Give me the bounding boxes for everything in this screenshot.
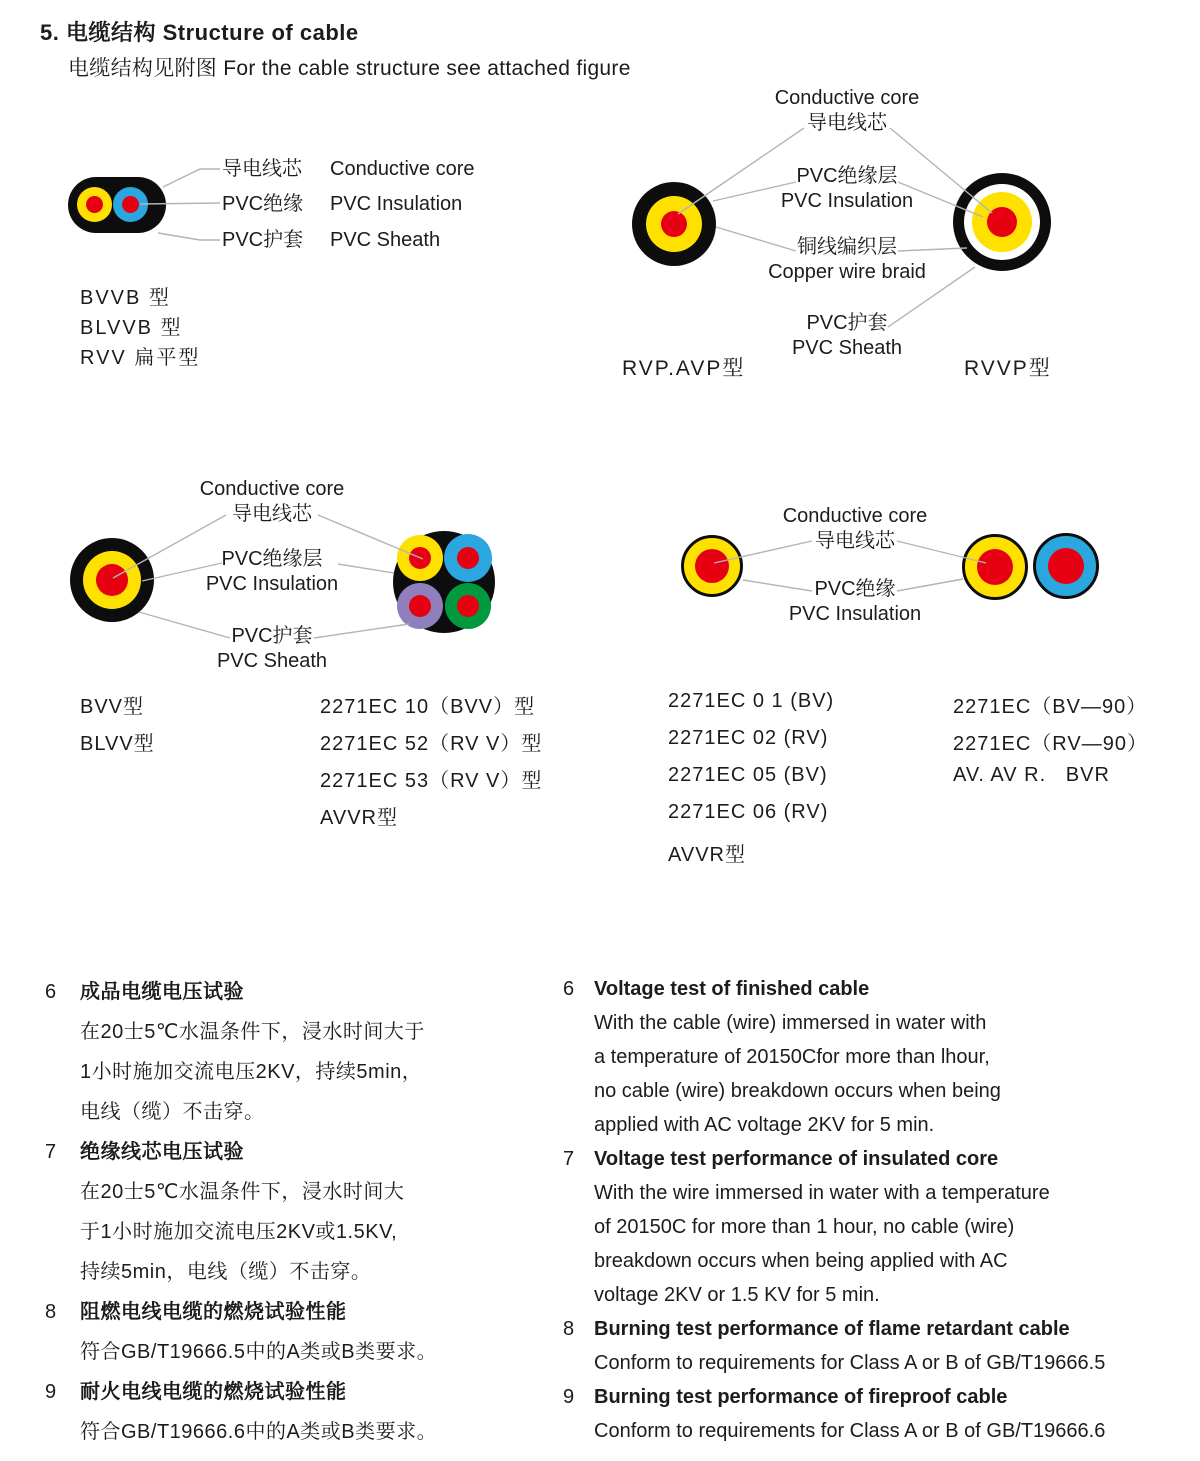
bvv-core-red [96, 564, 128, 596]
flat-cable-core-red [122, 196, 139, 213]
sheathed-label-core: Conductive core 导电线芯 [199, 478, 345, 525]
type-rvp-avp: RVP.AVP型 [622, 357, 746, 380]
multicore-core-red [409, 547, 431, 569]
type-rvv-flat: RVV 扁平型 [80, 347, 201, 369]
flat-cable-diagram [68, 177, 166, 233]
test-item: 9 耐火电线电缆的燃烧试验性能 符合GB/T19666.6中的A类或B类要求。 [45, 1381, 438, 1443]
flat-cable-core-red [86, 196, 103, 213]
test-item: 6 Voltage test of finished cable With the cable (wire) immersed in water with a temperature of 20150Cfor more than lhour, no cable (wire) breakdown occurs when being applied with AC voltage 2KV for 5 min. [563, 978, 1001, 1136]
flat-label-core: 导电线芯 Conductive core [222, 158, 475, 180]
type-bvvb: BVVB 型 [80, 287, 171, 309]
tests-english [563, 972, 1193, 1448]
type-2271ec-bv90: 2271EC（BV—90） [953, 696, 1148, 718]
test-item: 8 阻燃电线电缆的燃烧试验性能 符合GB/T19666.5中的A类或B类要求。 [45, 1301, 438, 1363]
type-bvv: BVV型 [80, 696, 145, 718]
test-item: 7 Voltage test performance of insulated core With the wire immersed in water with a temperature of 20150C for more than 1 hour, no cable (wire) breakdown occurs when being applied with AC voltage 2KV or 1.5 KV for 5 min. [563, 1148, 1050, 1306]
type-2271ec06: 2271EC 06 (RV) [668, 801, 829, 823]
type-2271ec-rv90: 2271EC（RV—90） [953, 733, 1148, 755]
braid-label-copper-braid: 铜线编织层 Copper wire braid [768, 236, 926, 283]
type-rvvp: RVVP型 [964, 357, 1052, 380]
braid-label-insulation: PVC绝缘层 PVC Insulation [780, 165, 914, 212]
multicore-core-red [457, 547, 479, 569]
type-2271ec53: 2271EC 53（RV V）型 [320, 770, 543, 792]
type-blvvb: BLVVB 型 [80, 317, 183, 339]
page-title: 5. 电缆结构 Structure of cable [40, 20, 359, 45]
rvvp-core-red [987, 207, 1017, 237]
type-avvr: AVVR型 [320, 807, 398, 829]
test-item: 6 成品电缆电压试验 在20士5℃水温条件下，浸水时间大于 1小时施加交流电压2KV，持续5min， 电线（缆）不击穿。 [45, 981, 425, 1123]
type-2271ec02: 2271EC 02 (RV) [668, 727, 829, 749]
test-item: 8 Burning test performance of flame retardant cable Conform to requirements for Class A or B of GB/T19666.5 [563, 1318, 1106, 1374]
bv-right-core-red [977, 549, 1013, 585]
tests-chinese [45, 972, 550, 1452]
sheathed-label-sheath: PVC护套 PVC Sheath [216, 625, 328, 672]
type-2271ec52: 2271EC 52（RV V）型 [320, 733, 543, 755]
rvp-core-red [661, 211, 687, 237]
sheathed-label-insulation: PVC绝缘层 PVC Insulation [205, 548, 339, 595]
rv-right-core-red [1048, 548, 1084, 584]
multicore-core-red [457, 595, 479, 617]
type-2271ec05: 2271EC 05 (BV) [668, 764, 828, 786]
bv-core-red [695, 549, 729, 583]
type-2271ec10: 2271EC 10（BVV）型 [320, 696, 536, 718]
type-avvr-2: AVVR型 [668, 844, 746, 866]
test-item: 7 绝缘线芯电压试验 在20士5℃水温条件下，浸水时间大 于1小时施加交流电压2KV或1.5KV, 持续5min，电线（缆）不击穿。 [45, 1141, 405, 1283]
page-subtitle: 电缆结构见附图 For the cable structure see attached figure [68, 57, 631, 80]
type-av-avr-bvr: AV. AV R. BVR [953, 764, 1110, 786]
flat-label-sheath: PVC护套 PVC Sheath [222, 229, 441, 251]
multicore-core-red [409, 595, 431, 617]
braid-label-core: Conductive core 导电线芯 [774, 87, 920, 134]
test-item: 9 Burning test performance of fireproof cable Conform to requirements for Class A or B of GB/T19666.6 [563, 1386, 1106, 1442]
type-2271ec01: 2271EC 0 1 (BV) [668, 690, 835, 712]
flat-label-insulation: PVC绝缘 PVC Insulation [222, 193, 463, 215]
type-blvv: BLVV型 [80, 733, 155, 755]
connector-line [158, 233, 220, 240]
braid-label-sheath: PVC护套 PVC Sheath [791, 312, 903, 359]
insulated-label-insulation: PVC绝缘 PVC Insulation [788, 578, 922, 625]
insulated-label-core: Conductive core 导电线芯 [782, 505, 928, 552]
connector-line [163, 169, 220, 187]
